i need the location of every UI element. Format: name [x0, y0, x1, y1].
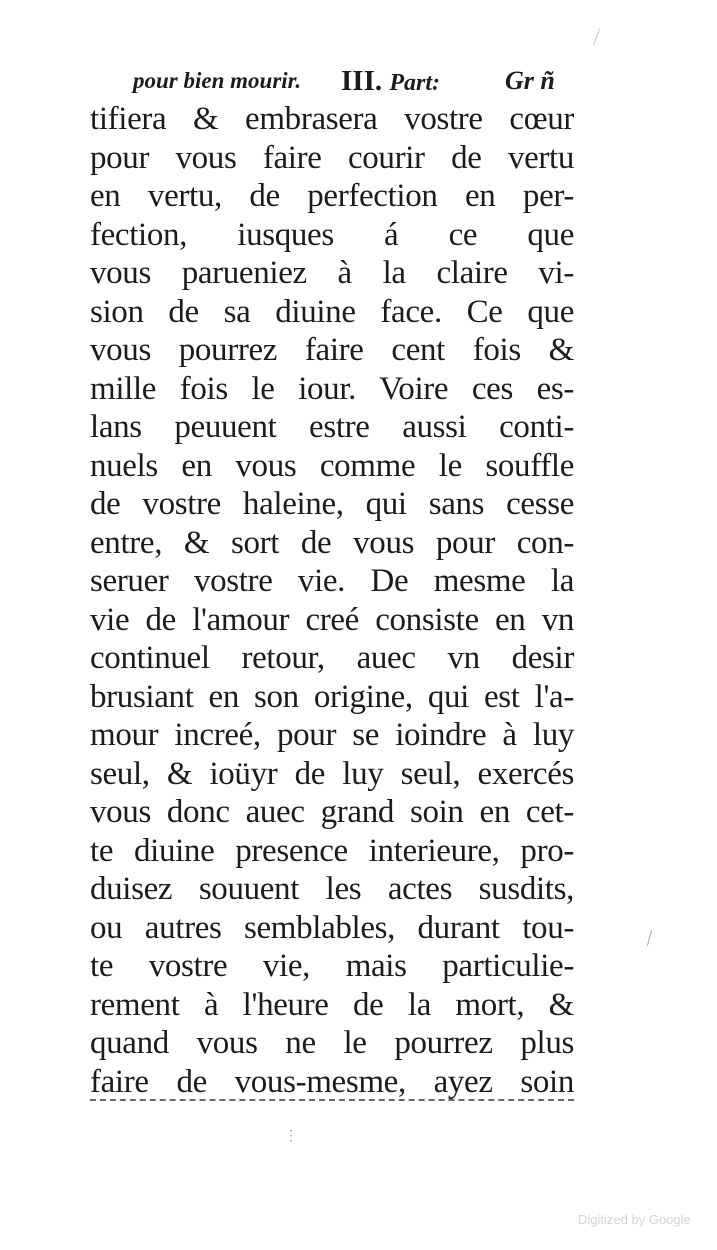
page-speck: ⋮	[284, 1129, 298, 1144]
text-line: mour increé, pour se ioindre à luy	[90, 717, 574, 753]
running-head	[133, 62, 573, 100]
text-line: te diuine presence interieure, pro-	[90, 832, 574, 869]
running-head-part	[341, 62, 440, 102]
text-line: de vostre haleine, qui sans cesse	[90, 486, 574, 522]
text-line: nuels en vous comme le souffle	[90, 447, 574, 484]
digitization-watermark: Digitized by Google	[578, 1212, 691, 1227]
text-line: faire de vous-mesme, ayez soin	[90, 1063, 574, 1100]
text-line: seul, & ioüyr de luy seul, exercés	[90, 755, 574, 792]
text-line: continuel retour, auec vn desir	[90, 640, 574, 676]
text-line: rement à l'heure de la mort, &	[90, 986, 574, 1023]
page-corner-mark	[593, 28, 600, 45]
text-line: entre, & sort de vous pour con-	[90, 524, 574, 561]
text-line: mille fois le iour. Voire ces es-	[90, 370, 574, 407]
text-line: vie de l'amour creé consiste en vn	[90, 601, 574, 638]
text-line: duisez souuent les actes susdits,	[90, 871, 574, 907]
text-line: vous parueniez à la claire vi-	[90, 255, 574, 291]
text-line: te vostre vie, mais particulie-	[90, 948, 574, 984]
running-head-part-word: Part:	[389, 70, 441, 96]
folio-number: Gr ñ	[505, 66, 555, 95]
text-line: en vertu, de perfection en per-	[90, 178, 574, 214]
text-line: quand vous ne le pourrez plus	[90, 1025, 574, 1061]
running-head-part-number: III.	[341, 65, 383, 97]
text-line: tifiera & embrasera vostre cœur	[90, 101, 574, 137]
running-head-title: pour bien mourir.	[133, 68, 302, 93]
text-line: pour vous faire courir de vertu	[90, 139, 574, 176]
text-line: vous pourrez faire cent fois &	[90, 332, 574, 368]
text-line: fection, iusques á ce que	[90, 216, 574, 253]
text-line: brusiant en son origine, qui est l'a-	[90, 678, 574, 715]
body-text	[90, 100, 574, 1101]
text-line: vous donc auec grand soin en cet-	[90, 794, 574, 830]
text-line: seruer vostre vie. De mesme la	[90, 563, 574, 599]
text-line: sion de sa diuine face. Ce que	[90, 293, 574, 330]
text-line: ou autres semblables, durant tou-	[90, 909, 574, 946]
text-line: lans peuuent estre aussi conti-	[90, 409, 574, 445]
margin-speck	[647, 930, 652, 946]
